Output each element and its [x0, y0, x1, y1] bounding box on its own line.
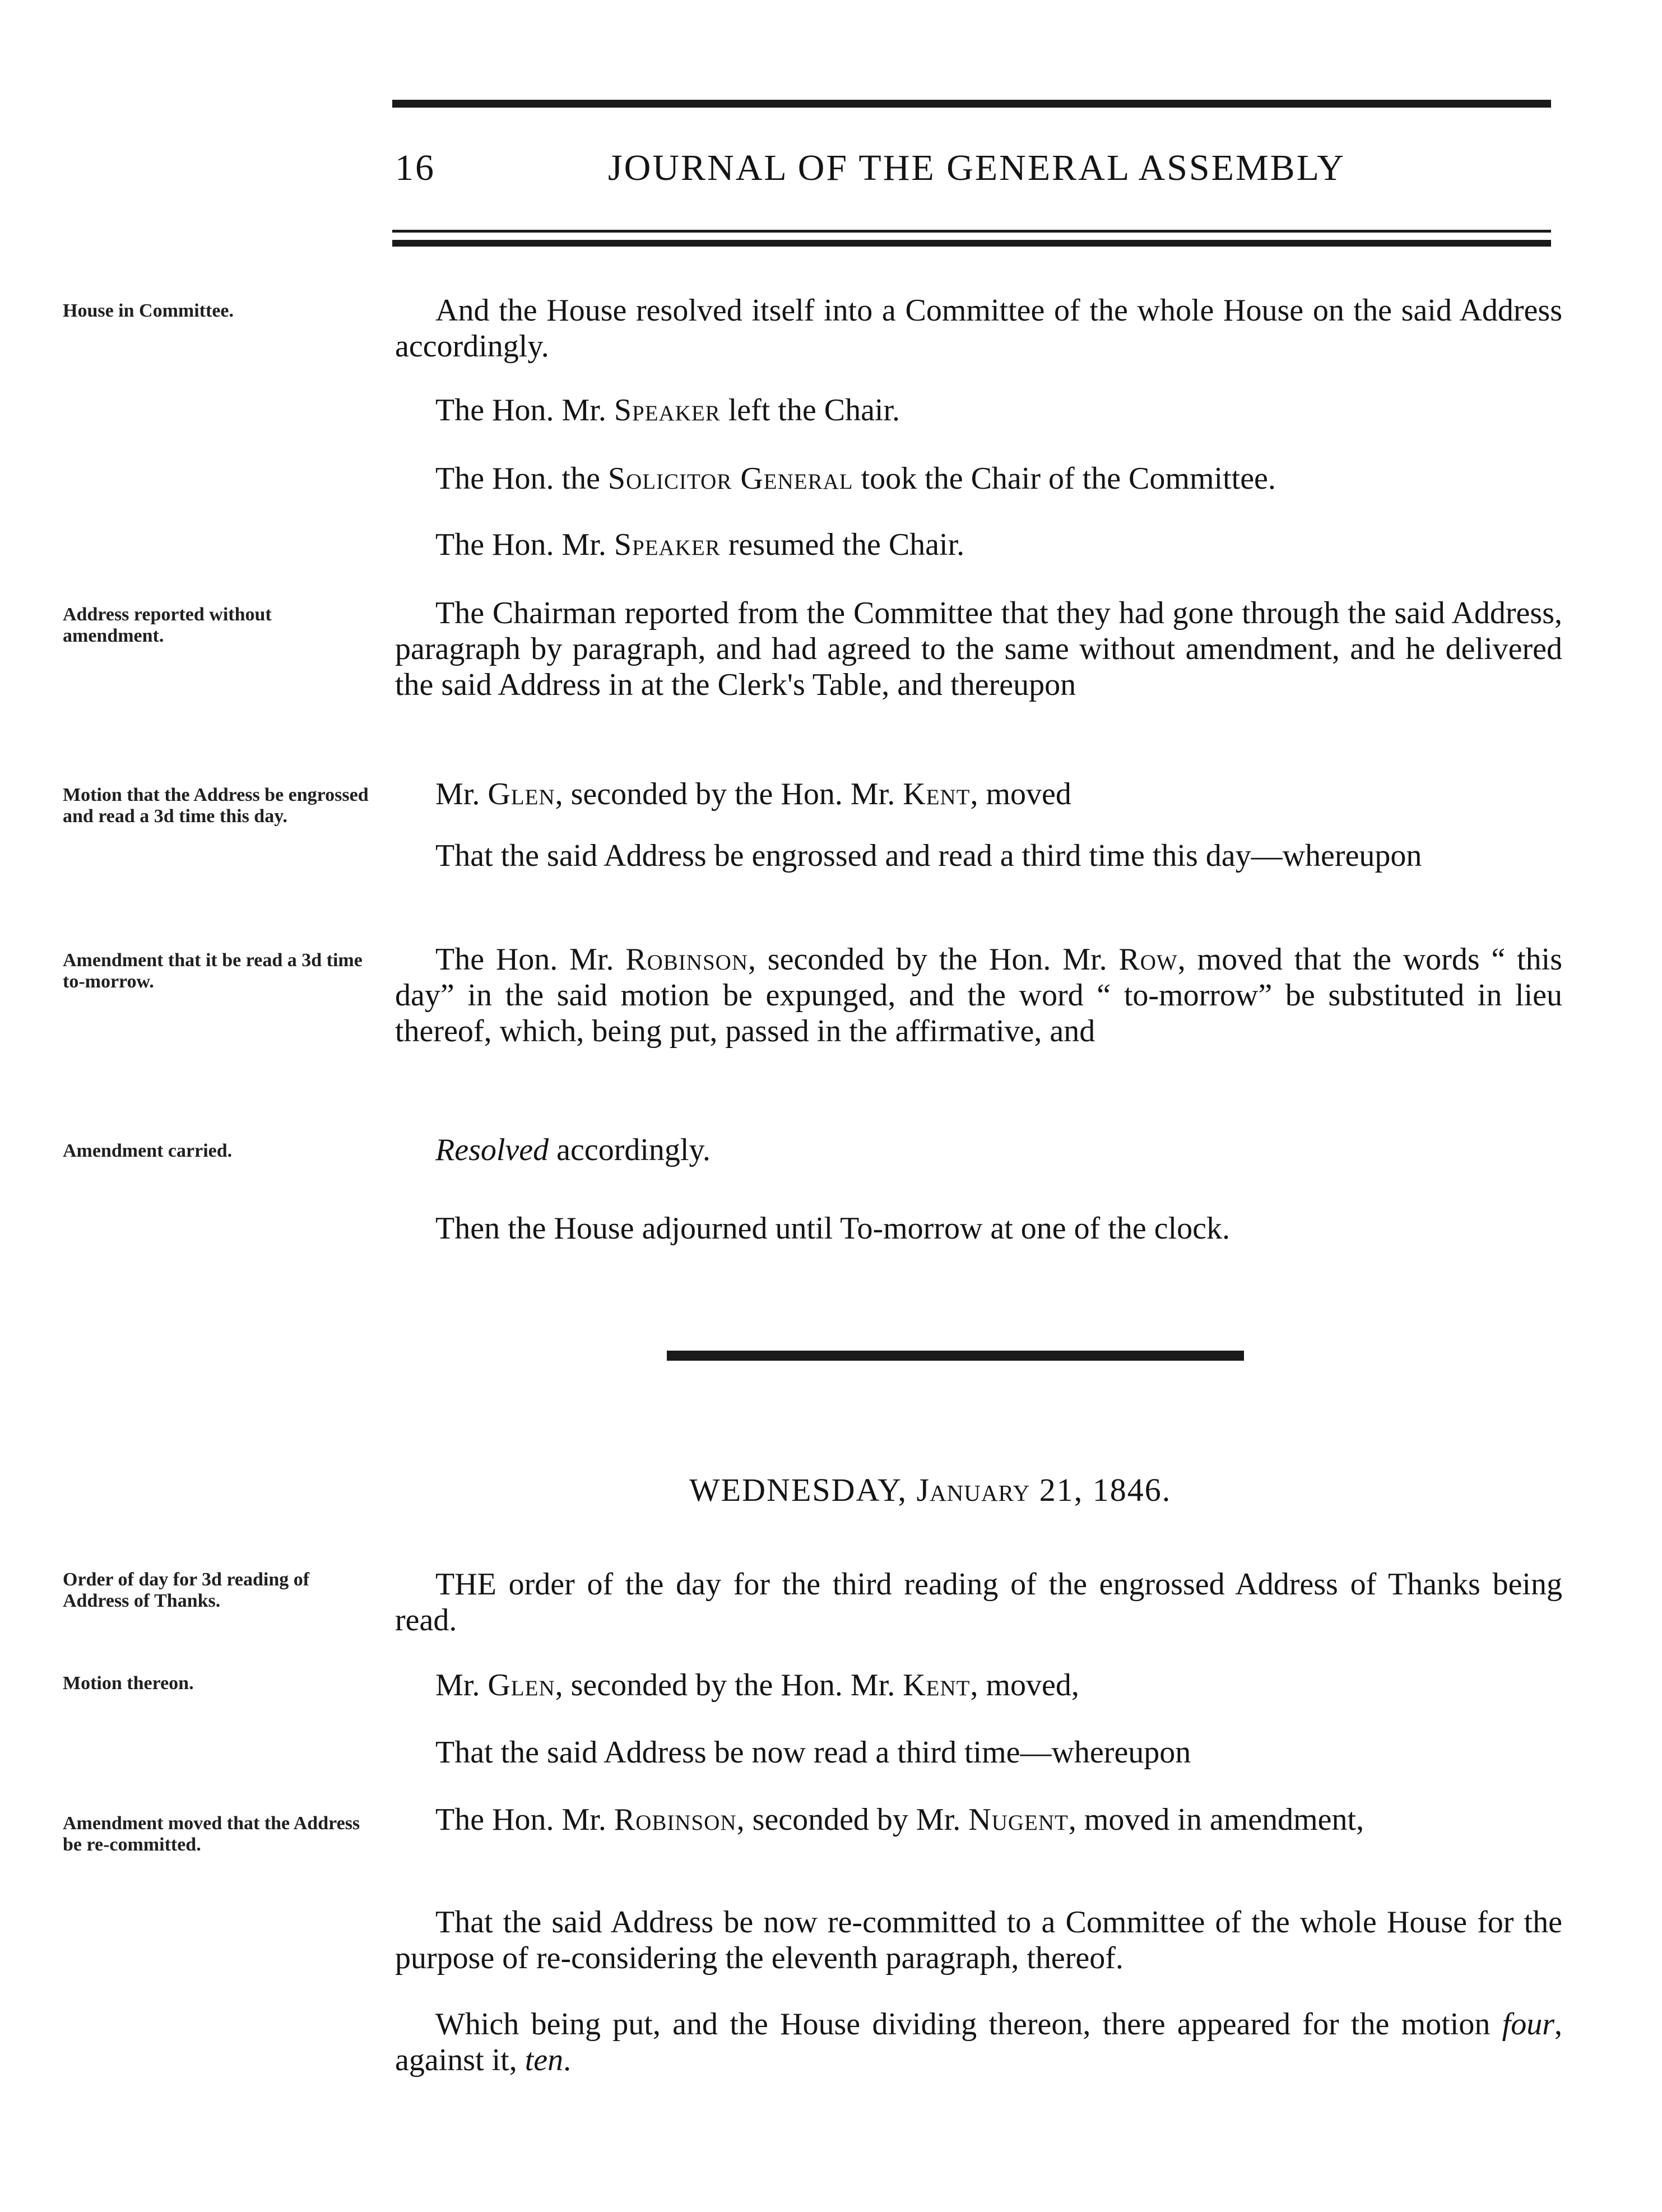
- name-smallcaps: Speaker: [614, 393, 721, 428]
- header-top-rule: [392, 100, 1551, 108]
- text-run: , seconded by Mr.: [736, 1802, 969, 1837]
- paragraph: [395, 392, 1562, 428]
- margin-note: Amendment that it be read a 3d time to-morrow.: [63, 950, 363, 992]
- paragraph: THE order of the day for the third reading of the engrossed Address of Thanks being read.: [395, 1567, 1562, 1638]
- margin-note: Motion thereon.: [63, 1673, 194, 1694]
- paragraph: And the House resolved itself into a Committee of the whole House on the said Address accordingly.: [395, 293, 1562, 364]
- text-run: The Hon. Mr.: [435, 1802, 614, 1837]
- resolved-italic: Resolved: [435, 1133, 549, 1167]
- paragraph: [395, 1667, 1562, 1703]
- margin-note: Motion that the Address be engrossed and read a 3d time this day.: [63, 785, 369, 827]
- text-run: , seconded by the Hon. Mr.: [748, 942, 1119, 977]
- text-run: took the Chair of the Committee.: [853, 461, 1276, 496]
- text-run: , against it,: [395, 2007, 1562, 2077]
- dateline: [689, 1471, 1171, 1509]
- text-run: The Hon. Mr.: [435, 942, 626, 977]
- name-smallcaps: Kent: [903, 1668, 971, 1703]
- name-smallcaps: Nugent: [968, 1802, 1069, 1837]
- margin-note: Order of day for 3d reading of Address of Thanks.: [63, 1569, 310, 1611]
- text-run: , moved: [970, 777, 1071, 811]
- text-run: WEDNESDAY,: [689, 1472, 917, 1508]
- text-run: , moved,: [970, 1668, 1079, 1703]
- margin-note: House in Committee.: [63, 300, 234, 321]
- section-divider: [667, 1351, 1244, 1361]
- paragraph: The Chairman reported from the Committee that they had gone through the said Address, paragraph by paragraph, and had agreed to the same without amendment, and he delivered the said Address in at the Clerk's Table, and thereupon: [395, 596, 1562, 702]
- name-smallcaps: Glen: [488, 777, 555, 811]
- text-run: Which being put, and the House dividing thereon, there appeared for the motion: [435, 2007, 1502, 2042]
- paragraph: [395, 942, 1562, 1049]
- text-run: resumed the Chair.: [720, 527, 965, 562]
- margin-note: Amendment carried.: [63, 1140, 233, 1161]
- paragraph: [395, 527, 1562, 563]
- paragraph: [395, 2006, 1562, 2078]
- page-number: 16: [395, 147, 435, 188]
- text-run: The Hon. Mr.: [435, 393, 614, 428]
- name-smallcaps: Glen: [488, 1668, 555, 1703]
- margin-note: Address reported without amendment.: [63, 604, 272, 646]
- text-run: .: [563, 2043, 572, 2077]
- name-smallcaps: January: [916, 1472, 1030, 1508]
- name-smallcaps: Robinson: [614, 1802, 737, 1837]
- text-run: 21, 1846.: [1030, 1472, 1172, 1508]
- text-run: , seconded by the Hon. Mr.: [555, 1668, 903, 1703]
- text-run: Mr.: [435, 1668, 488, 1703]
- text-run: left the Chair.: [720, 393, 900, 428]
- text-run: accordingly.: [549, 1133, 711, 1167]
- paragraph: That the said Address be now re-committed to a Committee of the whole House for the purpose of re-considering the eleventh paragraph, thereof.: [395, 1905, 1562, 1976]
- paragraph: That the said Address be now read a third time—whereupon: [435, 1735, 1191, 1770]
- name-smallcaps: Kent: [903, 777, 971, 811]
- header-bottom-rule-1: [392, 230, 1551, 233]
- text-run: , moved that the words “ this day” in the said motion be expunged, and the word “ to-morrow” be substituted in lieu thereof, which, being put, passed in the affirmative, and: [395, 942, 1562, 1049]
- paragraph: [395, 1802, 1562, 1838]
- paragraph: [395, 1132, 1562, 1168]
- paragraph: [395, 461, 1562, 497]
- text-run: , moved in amendment,: [1068, 1802, 1364, 1837]
- paragraph: [395, 776, 1562, 812]
- margin-note: Amendment moved that the Address be re-committed.: [63, 1813, 360, 1855]
- paragraph: That the said Address be engrossed and read a third time this day—whereupon: [435, 838, 1422, 873]
- name-smallcaps: Speaker: [614, 527, 721, 562]
- name-smallcaps: Robinson: [625, 942, 748, 977]
- header-bottom-rule-2: [392, 240, 1551, 247]
- name-smallcaps: Row: [1118, 942, 1178, 977]
- text-run: , seconded by the Hon. Mr.: [555, 777, 903, 811]
- text-run: Mr.: [435, 777, 488, 811]
- running-title: JOURNAL OF THE GENERAL ASSEMBLY: [608, 147, 1346, 188]
- name-smallcaps: Solicitor General: [607, 461, 853, 496]
- text-run: The Hon. Mr.: [435, 527, 614, 562]
- paragraph: Then the House adjourned until To-morrow at one of the clock.: [435, 1211, 1230, 1246]
- count-italic: ten: [524, 2043, 564, 2077]
- count-italic: four: [1502, 2007, 1554, 2042]
- text-run: The Hon. the: [435, 461, 608, 496]
